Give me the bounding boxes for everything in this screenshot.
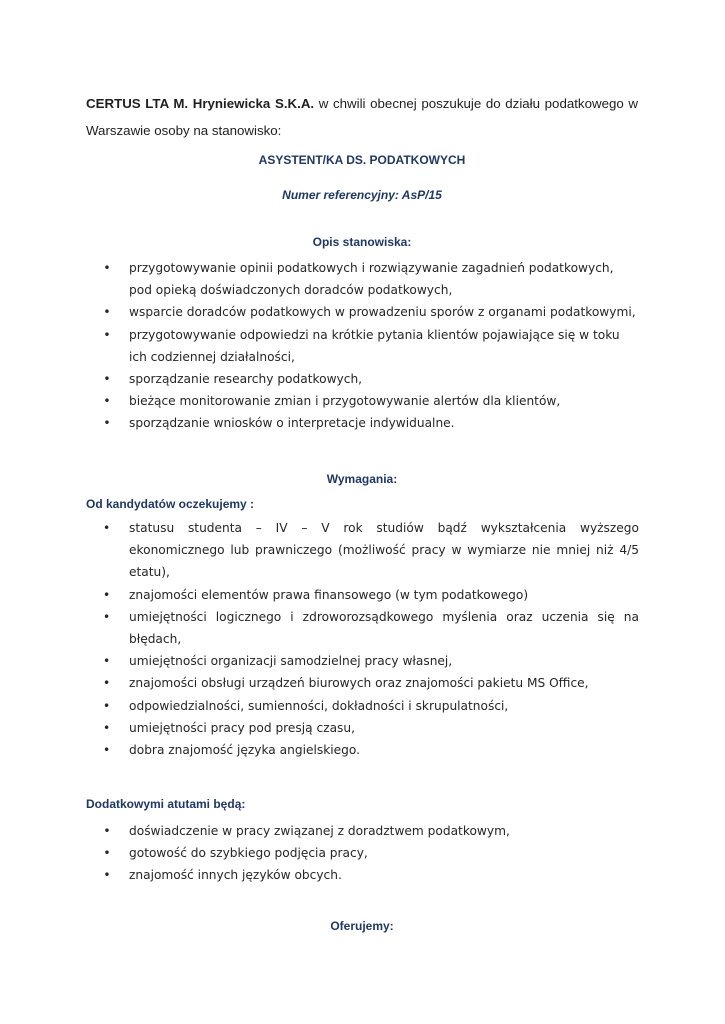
list-item: • dobra znajomość języka angielskiego. — [129, 739, 639, 761]
bullet-icon: • — [103, 327, 111, 342]
list-item: • umiejętności organizacji samodzielnej pracy własnej, — [129, 650, 639, 672]
bullet-icon: • — [103, 743, 111, 758]
requirements-list — [103, 517, 639, 761]
intro-text: w chwili obecnej poszukuje do działu podatkowego w Warszawie osoby na stanowisko: — [86, 96, 638, 138]
list-item: • znajomości elementów prawa finansowego (w tym podatkowego) — [129, 584, 639, 606]
bullet-icon: • — [103, 587, 111, 602]
list-item: • znajomości obsługi urządzeń biurowych oraz znajomości pakietu MS Office, — [129, 672, 639, 694]
bullet-icon: • — [103, 824, 111, 838]
description-list — [103, 257, 639, 435]
intro-paragraph — [86, 90, 638, 144]
assets-heading: Dodatkowymi atutami będą: — [86, 797, 246, 811]
bullet-icon: • — [103, 305, 111, 320]
bullet-icon: • — [103, 394, 111, 409]
bullet-icon: • — [103, 868, 111, 883]
bullet-icon: • — [103, 372, 111, 387]
list-item: • gotowość do szybkiego podjęcia pracy, — [129, 842, 639, 864]
company-name: CERTUS LTA M. Hryniewicka S.K.A. — [86, 96, 315, 111]
description-heading: Opis stanowiska: — [312, 235, 412, 249]
requirements-heading: Wymagania: — [326, 472, 398, 486]
list-item: • umiejętności logicznego i zdroworozsądkowego myślenia oraz uczenia się na błędach, — [129, 606, 639, 650]
bullet-icon: • — [103, 261, 111, 275]
bullet-icon: • — [103, 654, 111, 669]
bullet-icon: • — [103, 676, 111, 691]
list-item: • sporządzanie wniosków o interpretacje indywidualne. — [129, 412, 639, 434]
list-item: • przygotowywanie odpowiedzi na krótkie pytania klientów pojawiające się w toku ich codziennej działalności, — [129, 324, 639, 368]
bullet-icon: • — [103, 609, 111, 624]
list-item: • odpowiedzialności, sumienności, dokładności i skrupulatności, — [129, 695, 639, 717]
bullet-icon: • — [103, 846, 111, 861]
offer-heading: Oferujemy: — [330, 919, 394, 933]
bullet-icon: • — [103, 521, 111, 535]
list-item: • statusu studenta – IV – V rok studiów bądź wykształcenia wyższego ekonomicznego lub prawniczego (możliwość pracy w wymiarze nie mniej niż 4/5 etatu), — [129, 517, 639, 584]
position-title: ASYSTENT/KA DS. PODATKOWYCH — [258, 153, 466, 167]
list-item: • znajomość innych języków obcych. — [129, 864, 639, 886]
bullet-icon: • — [103, 720, 111, 735]
list-item: • bieżące monitorowanie zmian i przygotowywanie alertów dla klientów, — [129, 390, 639, 412]
bullet-icon: • — [103, 698, 111, 713]
requirements-subheading: Od kandydatów oczekujemy : — [86, 497, 255, 511]
list-item: • sporządzanie researchy podatkowych, — [129, 368, 639, 390]
list-item: • doświadczenie w pracy związanej z doradztwem podatkowym, — [129, 820, 639, 842]
list-item: • wsparcie doradców podatkowych w prowadzeniu sporów z organami podatkowymi, — [129, 301, 639, 323]
list-item: • przygotowywanie opinii podatkowych i rozwiązywanie zagadnień podatkowych, pod opieką doświadczonych doradców podatkowych, — [129, 257, 639, 301]
reference-number: Numer referencyjny: AsP/15 — [282, 188, 442, 202]
assets-list — [103, 820, 639, 887]
list-item: • umiejętności pracy pod presją czasu, — [129, 717, 639, 739]
bullet-icon: • — [103, 416, 111, 431]
